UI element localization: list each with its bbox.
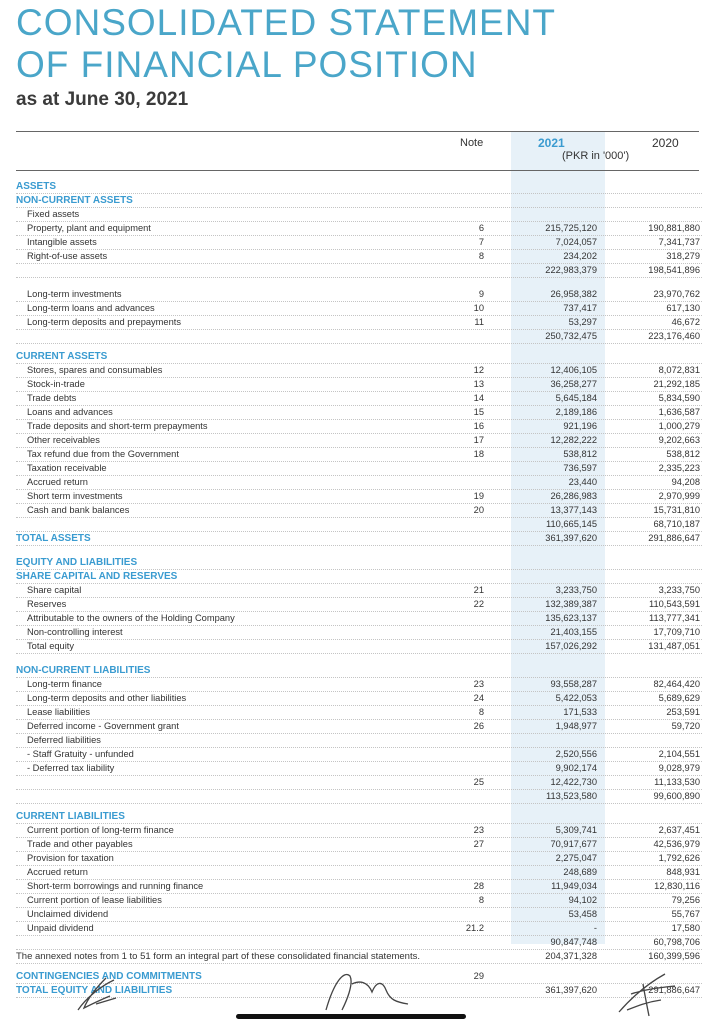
statement-row [16,922,702,936]
row-label: Right-of-use assets [27,251,108,261]
value-2021: 12,282,222 [550,435,597,445]
signature-3-image [613,966,683,1021]
value-2021: 215,725,120 [545,223,597,233]
value-2021: 13,377,143 [550,505,597,515]
row-label: Unclaimed dividend [27,909,109,919]
value-2020: 60,798,706 [653,937,700,947]
row-label: Trade debts [27,393,77,403]
row-note-ref: 23 [473,825,484,835]
row-note-ref: 21.2 [465,923,484,933]
row-label: TOTAL EQUITY AND LIABILITIES [16,985,173,996]
row-note-ref: 26 [473,721,484,731]
row-label: Trade deposits and short-term prepayments [27,421,208,431]
value-2020: 5,834,590 [658,393,700,403]
value-2020: 1,792,626 [658,853,700,863]
row-spacer [16,278,702,288]
row-note-ref: 23 [473,679,484,689]
statement-row [16,350,702,364]
statement-row [16,810,702,824]
row-label: Deferred liabilities [27,735,101,745]
value-2020: 94,208 [671,477,700,487]
value-2021: 157,026,292 [545,641,597,651]
row-note-ref: 29 [473,971,484,981]
row-label: CURRENT LIABILITIES [16,811,125,822]
value-2021: 2,275,047 [555,853,597,863]
row-note-ref: 25 [473,777,484,787]
row-note-ref: 12 [473,365,484,375]
row-label: Lease liabilities [27,707,91,717]
row-note-ref: 28 [473,881,484,891]
value-2021: 90,847,748 [550,937,597,947]
value-2020: 3,233,750 [658,585,700,595]
row-note-ref: 8 [478,895,484,905]
value-2020: 82,464,420 [653,679,700,689]
row-label: Provision for taxation [27,853,114,863]
row-label: NON-CURRENT ASSETS [16,195,133,206]
value-2021: 3,233,750 [555,585,597,595]
row-note-ref: 18 [473,449,484,459]
row-spacer [16,546,702,556]
value-2021: 5,645,184 [555,393,597,403]
value-2021: 5,422,053 [555,693,597,703]
statement-row [16,720,702,734]
page-title [16,2,556,86]
value-2021: 23,440 [568,477,597,487]
row-label: Long-term loans and advances [27,303,155,313]
row-note-ref: 8 [478,707,484,717]
statement-row [16,462,702,476]
value-2021: 361,397,620 [545,533,597,543]
value-2021: 1,948,977 [555,721,597,731]
page-title-line-2: OF FINANCIAL POSITION [16,44,478,85]
value-2020: 848,931 [666,867,700,877]
value-2020: 291,886,647 [648,533,700,543]
value-2020: 160,399,596 [648,951,700,961]
signature-1-image [66,968,136,1018]
value-2021: 26,286,983 [550,491,597,501]
header-bottom-divider [16,170,699,171]
footnote: The annexed notes from 1 to 51 form an integral part of these consolidated financial statements. [16,951,420,962]
statement-row [16,208,702,222]
value-2020: 1,636,587 [658,407,700,417]
row-note-ref: 9 [478,289,484,299]
row-label: Total equity [27,641,75,651]
row-note-ref: 7 [478,237,484,247]
value-2021: 113,523,580 [545,791,597,801]
row-note-ref: 14 [473,393,484,403]
value-2020: 9,028,979 [658,763,700,773]
statement-row [16,706,702,720]
value-2020: 7,341,737 [658,237,700,247]
row-note-ref: 22 [473,599,484,609]
row-label: Intangible assets [27,237,97,247]
row-note-ref: 6 [478,223,484,233]
statement-row [16,640,702,654]
value-2020: 2,970,999 [658,491,700,501]
row-label: Stock-in-trade [27,379,85,389]
statement-row [16,364,702,378]
row-note-ref: 17 [473,435,484,445]
value-2021: 135,623,137 [545,613,597,623]
row-label: Attributable to the owners of the Holding Company [27,613,235,623]
row-label: Long-term finance [27,679,102,689]
row-label: Current portion of lease liabilities [27,895,162,905]
value-2021: 234,202 [563,251,597,261]
current-year-header: 2021 [538,136,565,150]
statement-row [16,880,702,894]
value-2021: 361,397,620 [545,985,597,995]
value-2020: 15,731,810 [653,505,700,515]
value-2021: 2,189,186 [555,407,597,417]
row-note-ref: 10 [473,303,484,313]
row-label: Cash and bank balances [27,505,130,515]
value-2020: 23,970,762 [653,289,700,299]
statement-row [16,790,702,804]
value-2020: 17,580 [671,923,700,933]
row-note-ref: 27 [473,839,484,849]
value-2021: 250,732,475 [545,331,597,341]
value-2020: 538,812 [666,449,700,459]
signature-2-image [316,962,416,1017]
page-title-line-1: CONSOLIDATED STATEMENT [16,2,557,43]
row-label: CURRENT ASSETS [16,351,108,362]
value-2020: 68,710,187 [653,519,700,529]
value-2020: 223,176,460 [648,331,700,341]
value-2020: 46,672 [671,317,700,327]
statement-row [16,180,702,194]
value-2021: 132,389,387 [545,599,597,609]
value-2021: 11,949,034 [551,881,597,891]
financial-position-table [16,180,702,998]
statement-row [16,448,702,462]
row-label: Loans and advances [27,407,113,417]
row-note-ref: 8 [478,251,484,261]
row-note-ref: 19 [473,491,484,501]
row-label: Long-term deposits and prepayments [27,317,182,327]
statement-row [16,612,702,626]
value-2020: 79,256 [671,895,700,905]
statement-row [16,664,702,678]
row-label: SHARE CAPITAL AND RESERVES [16,571,178,582]
statement-row [16,316,702,330]
statement-row [16,570,702,584]
row-note-ref: 20 [473,505,484,515]
statement-row [16,378,702,392]
value-2021: 93,558,287 [550,679,597,689]
value-2020: 110,543,591 [648,599,700,609]
value-2021: 110,665,145 [545,519,597,529]
statement-row [16,584,702,598]
value-2020: 198,541,896 [648,265,700,275]
statement-row [16,734,702,748]
value-2020: 1,000,279 [658,421,700,431]
value-2021: 12,406,105 [550,365,597,375]
row-note-ref: 11 [474,317,484,327]
row-label: NON-CURRENT LIABILITIES [16,665,151,676]
value-2021: 2,520,556 [555,749,597,759]
note-column-header: Note [460,137,484,149]
value-2021: 736,597 [563,463,597,473]
statement-row [16,626,702,640]
statement-row [16,476,702,490]
value-2020: 99,600,890 [653,791,700,801]
value-2020: 2,104,551 [658,749,700,759]
statement-row [16,420,702,434]
statement-row [16,406,702,420]
statement-row [16,194,702,208]
statement-row [16,852,702,866]
row-label: - Staff Gratuity - unfunded [27,749,134,759]
row-note-ref: 24 [473,693,484,703]
value-2021: 9,902,174 [555,763,597,773]
value-2021: 921,196 [563,421,597,431]
value-2020: 42,536,979 [653,839,700,849]
row-label: Current portion of long-term finance [27,825,174,835]
value-2021: 36,258,277 [550,379,597,389]
row-label: Non-controlling interest [27,627,123,637]
statement-row [16,434,702,448]
statement-row [16,776,702,790]
value-2021: 94,102 [568,895,597,905]
statement-row [16,330,702,344]
value-2020: 55,767 [671,909,700,919]
value-2020: 2,637,451 [658,825,700,835]
value-2020: 11,133,530 [654,777,700,787]
value-2021: 53,458 [568,909,597,919]
row-spacer [16,654,702,664]
statement-row [16,908,702,922]
value-2020: 190,881,880 [648,223,700,233]
row-label: Short-term borrowings and running finance [27,881,204,891]
row-note-ref: 21 [473,585,484,595]
value-2020: 253,591 [666,707,700,717]
value-2021: 70,917,677 [550,839,597,849]
value-2021: 737,417 [563,303,597,313]
value-2020: 59,720 [671,721,700,731]
row-label: Long-term investments [27,289,122,299]
row-label: Reserves [27,599,67,609]
row-label: Tax refund due from the Government [27,449,179,459]
statement-row [16,678,702,692]
row-label: - Deferred tax liability [27,763,115,773]
row-note-ref: 15 [473,407,484,417]
value-2020: 617,130 [666,303,700,313]
prior-year-header: 2020 [652,136,679,150]
row-label: Fixed assets [27,209,80,219]
value-2020: 131,487,051 [648,641,700,651]
page-subtitle: as at June 30, 2021 [16,89,189,110]
value-2021: 222,983,379 [545,265,597,275]
value-2020: 113,777,341 [648,613,700,623]
value-2021: 538,812 [563,449,597,459]
row-label: Unpaid dividend [27,923,94,933]
statement-row [16,222,702,236]
statement-row [16,692,702,706]
value-2021: 12,422,730 [550,777,597,787]
value-2020: 291,886,647 [648,985,700,995]
statement-row [16,250,702,264]
value-2020: 5,689,629 [658,693,700,703]
statement-row [16,236,702,250]
row-label: Short term investments [27,491,123,501]
row-label: Trade and other payables [27,839,133,849]
row-label: Other receivables [27,435,100,445]
row-note-ref: 13 [473,379,484,389]
row-label: Taxation receivable [27,463,107,473]
currency-unit-label: (PKR in '000') [562,150,630,162]
row-label: Deferred income - Government grant [27,721,179,731]
statement-row [16,824,702,838]
statement-row [16,490,702,504]
value-2021: 21,403,155 [550,627,597,637]
value-2021: 171,533 [563,707,597,717]
row-label: Long-term deposits and other liabilities [27,693,187,703]
value-2020: 12,830,116 [654,881,700,891]
statement-row [16,936,702,950]
row-label: CONTINGENCIES AND COMMITMENTS [16,971,202,982]
home-indicator-bar[interactable] [236,1014,466,1019]
value-2021: 7,024,057 [555,237,597,247]
value-2020: 2,335,223 [658,463,700,473]
value-2020: 318,279 [666,251,700,261]
value-2021: 53,297 [568,317,597,327]
statement-row [16,302,702,316]
statement-row [16,838,702,852]
row-label: ASSETS [16,181,57,192]
statement-row [16,556,702,570]
statement-row [16,264,702,278]
value-2020: 21,292,185 [653,379,700,389]
statement-row [16,748,702,762]
row-label: Stores, spares and consumables [27,365,163,375]
statement-row [16,288,702,302]
row-label: Accrued return [27,867,88,877]
header-top-divider [16,131,699,132]
value-2021: 248,689 [563,867,597,877]
row-label: Share capital [27,585,82,595]
statement-row [16,894,702,908]
statement-row [16,392,702,406]
row-label: Property, plant and equipment [27,223,151,233]
statement-row [16,532,702,546]
value-2020: 9,202,663 [658,435,700,445]
statement-row [16,762,702,776]
value-2021: - [593,923,597,933]
statement-row [16,866,702,880]
statement-row [16,518,702,532]
value-2021: 26,958,382 [550,289,597,299]
value-2020: 17,709,710 [653,627,700,637]
row-note-ref: 16 [473,421,484,431]
statement-row [16,504,702,518]
value-2021: 5,309,741 [555,825,597,835]
row-label: Accrued return [27,477,88,487]
statement-row [16,598,702,612]
row-label: EQUITY AND LIABILITIES [16,557,138,568]
value-2020: 8,072,831 [658,365,700,375]
value-2021: 204,371,328 [545,951,597,961]
row-label: TOTAL ASSETS [16,533,91,544]
